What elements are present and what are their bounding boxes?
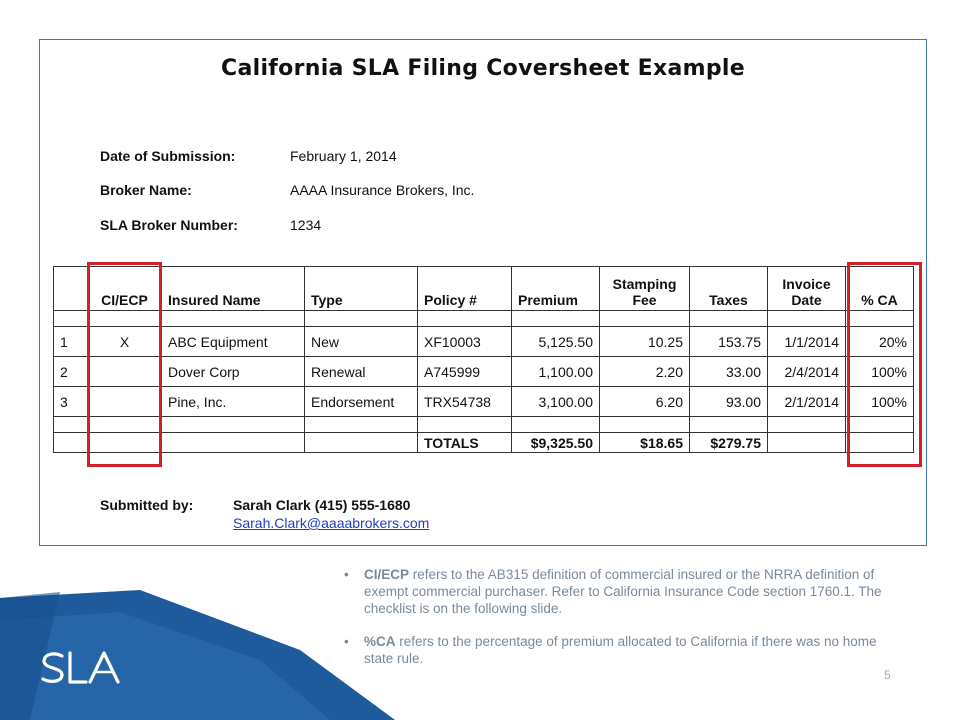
meta-value: February 1, 2014: [290, 148, 397, 164]
table-header-cell: [54, 267, 88, 311]
submitter-name: Sarah Clark (415) 555-1680: [233, 497, 411, 513]
table-header-cell: % CA: [846, 267, 914, 311]
type-cell: Renewal: [305, 357, 418, 387]
type-cell: Endorsement: [305, 387, 418, 417]
premium-cell: 5,125.50: [512, 327, 600, 357]
note-text: refers to the AB315 definition of commercial insured or the NRRA definition of exempt commercial purchaser. Refer to California Insurance Code section 1760.1. The checklist is on the following slide.: [364, 567, 882, 616]
table-header-cell: Type: [305, 267, 418, 311]
fee-cell: 10.25: [600, 327, 690, 357]
notes-list: [344, 566, 884, 683]
table-header-cell: Insured Name: [162, 267, 305, 311]
submitter-email-link[interactable]: Sarah.Clark@aaaabrokers.com: [233, 515, 430, 531]
type-cell: New: [305, 327, 418, 357]
meta-label: Broker Name:: [100, 182, 192, 198]
insured-cell: Dover Corp: [162, 357, 305, 387]
filing-table: [53, 266, 914, 453]
table-blank-row: [54, 417, 914, 433]
table-header-cell: Policy #: [418, 267, 512, 311]
note-item: [344, 566, 884, 617]
totals-premium: $9,325.50: [512, 433, 600, 453]
insured-cell: Pine, Inc.: [162, 387, 305, 417]
ca-cell: 100%: [846, 357, 914, 387]
meta-label: Date of Submission:: [100, 148, 236, 164]
premium-cell: 3,100.00: [512, 387, 600, 417]
submitted-by-label: Submitted by:: [100, 497, 194, 513]
slide-number: 5: [884, 668, 891, 682]
table-row: [54, 327, 914, 357]
meta-label: SLA Broker Number:: [100, 217, 238, 233]
fee-cell: 6.20: [600, 387, 690, 417]
policy-cell: A745999: [418, 357, 512, 387]
table-header-row: [54, 267, 914, 311]
ciecp-column-highlight: [87, 262, 162, 467]
date-cell: 1/1/2014: [768, 327, 846, 357]
document-title: California SLA Filing Coversheet Example: [221, 56, 745, 81]
note-text: refers to the percentage of premium allocated to California if there was no home state rule.: [364, 634, 877, 666]
table-spacer-row: [54, 311, 914, 327]
ciecp-cell: X: [88, 327, 162, 357]
table-row: [54, 357, 914, 387]
table-header-cell: Invoice Date: [768, 267, 846, 311]
date-cell: 2/1/2014: [768, 387, 846, 417]
totals-fee: $18.65: [600, 433, 690, 453]
table-header-cell: Stamping Fee: [600, 267, 690, 311]
totals-label: TOTALS: [418, 433, 512, 453]
policy-cell: TRX54738: [418, 387, 512, 417]
taxes-cell: 33.00: [690, 357, 768, 387]
ca-cell: 20%: [846, 327, 914, 357]
meta-value: AAAA Insurance Brokers, Inc.: [290, 182, 475, 198]
note-term: %CA: [364, 634, 396, 649]
table-totals-row: [54, 433, 914, 453]
table-row: [54, 387, 914, 417]
date-cell: 2/4/2014: [768, 357, 846, 387]
table-header-cell: Premium: [512, 267, 600, 311]
taxes-cell: 153.75: [690, 327, 768, 357]
sla-logo: [40, 648, 130, 688]
fee-cell: 2.20: [600, 357, 690, 387]
coversheet-document: [39, 39, 927, 546]
bullet-icon: •: [344, 634, 349, 649]
meta-value: 1234: [290, 217, 322, 233]
premium-cell: 1,100.00: [512, 357, 600, 387]
table-header-cell: CI/ECP: [88, 267, 162, 311]
totals-taxes: $279.75: [690, 433, 768, 453]
row-number: 1: [54, 327, 88, 357]
note-term: CI/ECP: [364, 567, 410, 582]
taxes-cell: 93.00: [690, 387, 768, 417]
table-header-cell: Taxes: [690, 267, 768, 311]
ca-cell: 100%: [846, 387, 914, 417]
note-item: [344, 633, 884, 667]
row-number: 2: [54, 357, 88, 387]
bullet-icon: •: [344, 567, 349, 582]
row-number: 3: [54, 387, 88, 417]
policy-cell: XF10003: [418, 327, 512, 357]
insured-cell: ABC Equipment: [162, 327, 305, 357]
ca-column-highlight: [847, 262, 922, 467]
